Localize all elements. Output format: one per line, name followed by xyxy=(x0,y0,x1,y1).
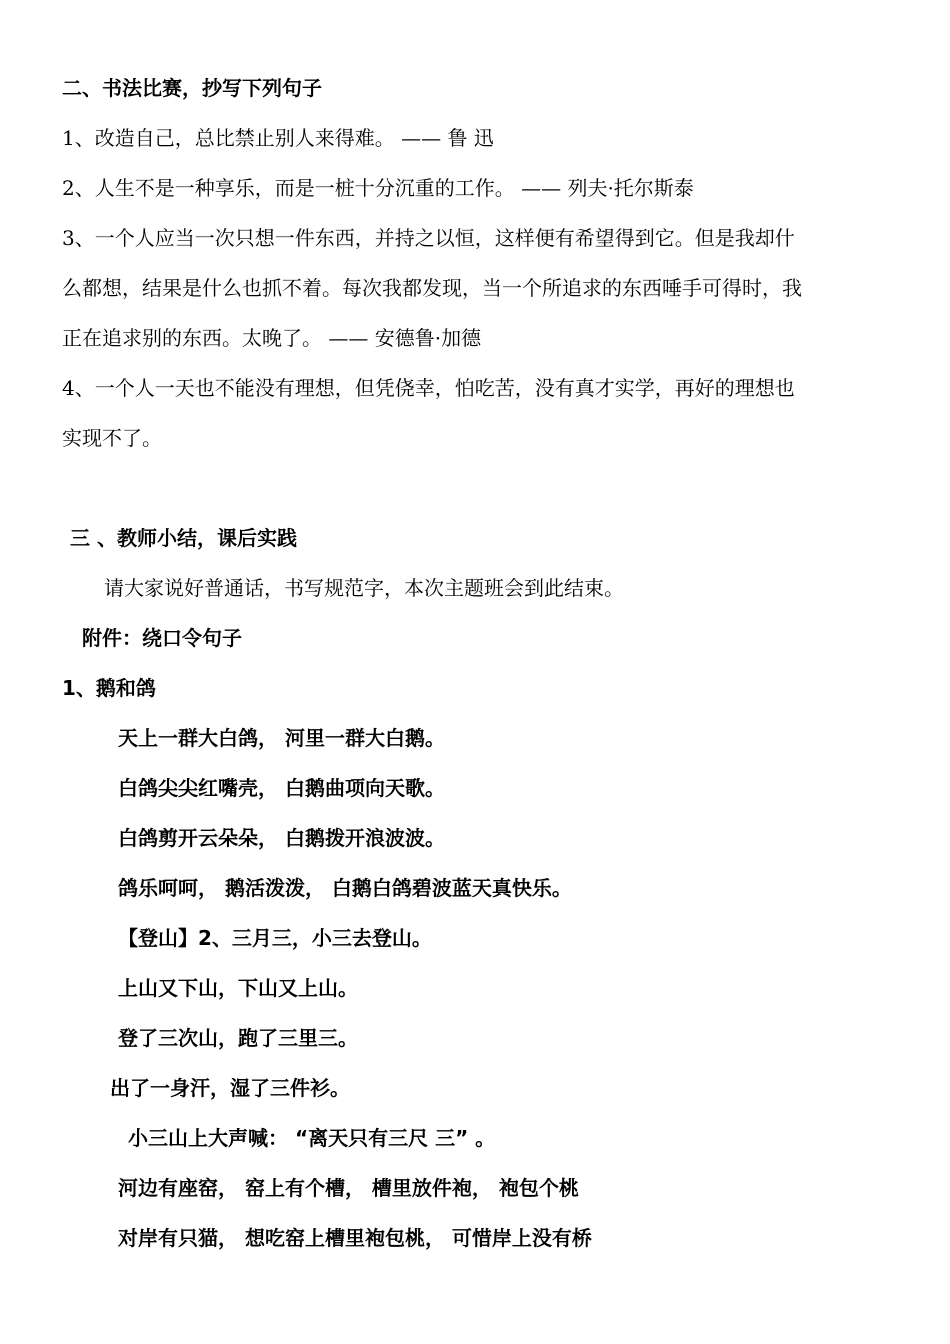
section-3-text: 请大家说好普通话，书写规范字，本次主题班会到此结束。 xyxy=(104,576,624,600)
section-2-heading: 二、书法比赛，抄写下列句子 xyxy=(62,76,322,100)
quote-4-line-1: 4、一个人一天也不能没有理想，但凭侥幸，怕吃苦，没有真才实学，再好的理想也 xyxy=(62,376,795,400)
poem-2-line-4: 出了一身汗，湿了三件衫。 xyxy=(110,1076,350,1100)
poem-1-line-3: 白鸽剪开云朵朵， 白鹅拨开浪波波。 xyxy=(118,826,445,850)
poem-2-line-2: 上山又下山，下山又上山。 xyxy=(118,976,358,1000)
poem-1-line-1: 天上一群大白鸽， 河里一群大白鹅。 xyxy=(118,726,445,750)
quote-1: 1、改造自己，总比禁止别人来得难。 —— 鲁 迅 xyxy=(62,126,494,150)
poem-2-line-7: 对岸有只猫， 想吃窑上槽里袍包桃， 可惜岸上没有桥 xyxy=(118,1226,592,1250)
section-3-heading: 三 、教师小结，课后实践 xyxy=(70,526,297,550)
poem-2-line-3: 登了三次山，跑了三里三。 xyxy=(118,1026,358,1050)
poem-2-line-6: 河边有座窑， 窑上有个槽， 槽里放件袍， 袍包个桃 xyxy=(118,1176,579,1200)
quote-3-line-1: 3、一个人应当一次只想一件东西，并持之以恒，这样便有希望得到它。但是我却什 xyxy=(62,226,795,250)
appendix-heading: 附件：绕口令句子 xyxy=(82,626,242,650)
quote-3-line-2: 么都想，结果是什么也抓不着。每次我都发现，当一个所追求的东西唾手可得时，我 xyxy=(62,276,802,300)
poem-2-line-1: 【登山】2、三月三，小三去登山。 xyxy=(118,926,432,950)
quote-2: 2、人生不是一种享乐，而是一桩十分沉重的工作。 —— 列夫·托尔斯泰 xyxy=(62,176,694,200)
poem-1-line-4: 鸽乐呵呵， 鹅活泼泼， 白鹅白鸽碧波蓝天真快乐。 xyxy=(118,876,572,900)
quote-3-line-3: 正在追求别的东西。太晚了。 —— 安德鲁·加德 xyxy=(62,326,482,350)
poem-1-line-2: 白鸽尖尖红嘴壳， 白鹅曲项向天歌。 xyxy=(118,776,445,800)
quote-4-line-2: 实现不了。 xyxy=(62,426,162,450)
poem-1-title: 1、鹅和鸽 xyxy=(62,676,156,700)
poem-2-line-5: 小三山上大声喊： “离天只有三尺 三” 。 xyxy=(128,1126,496,1150)
